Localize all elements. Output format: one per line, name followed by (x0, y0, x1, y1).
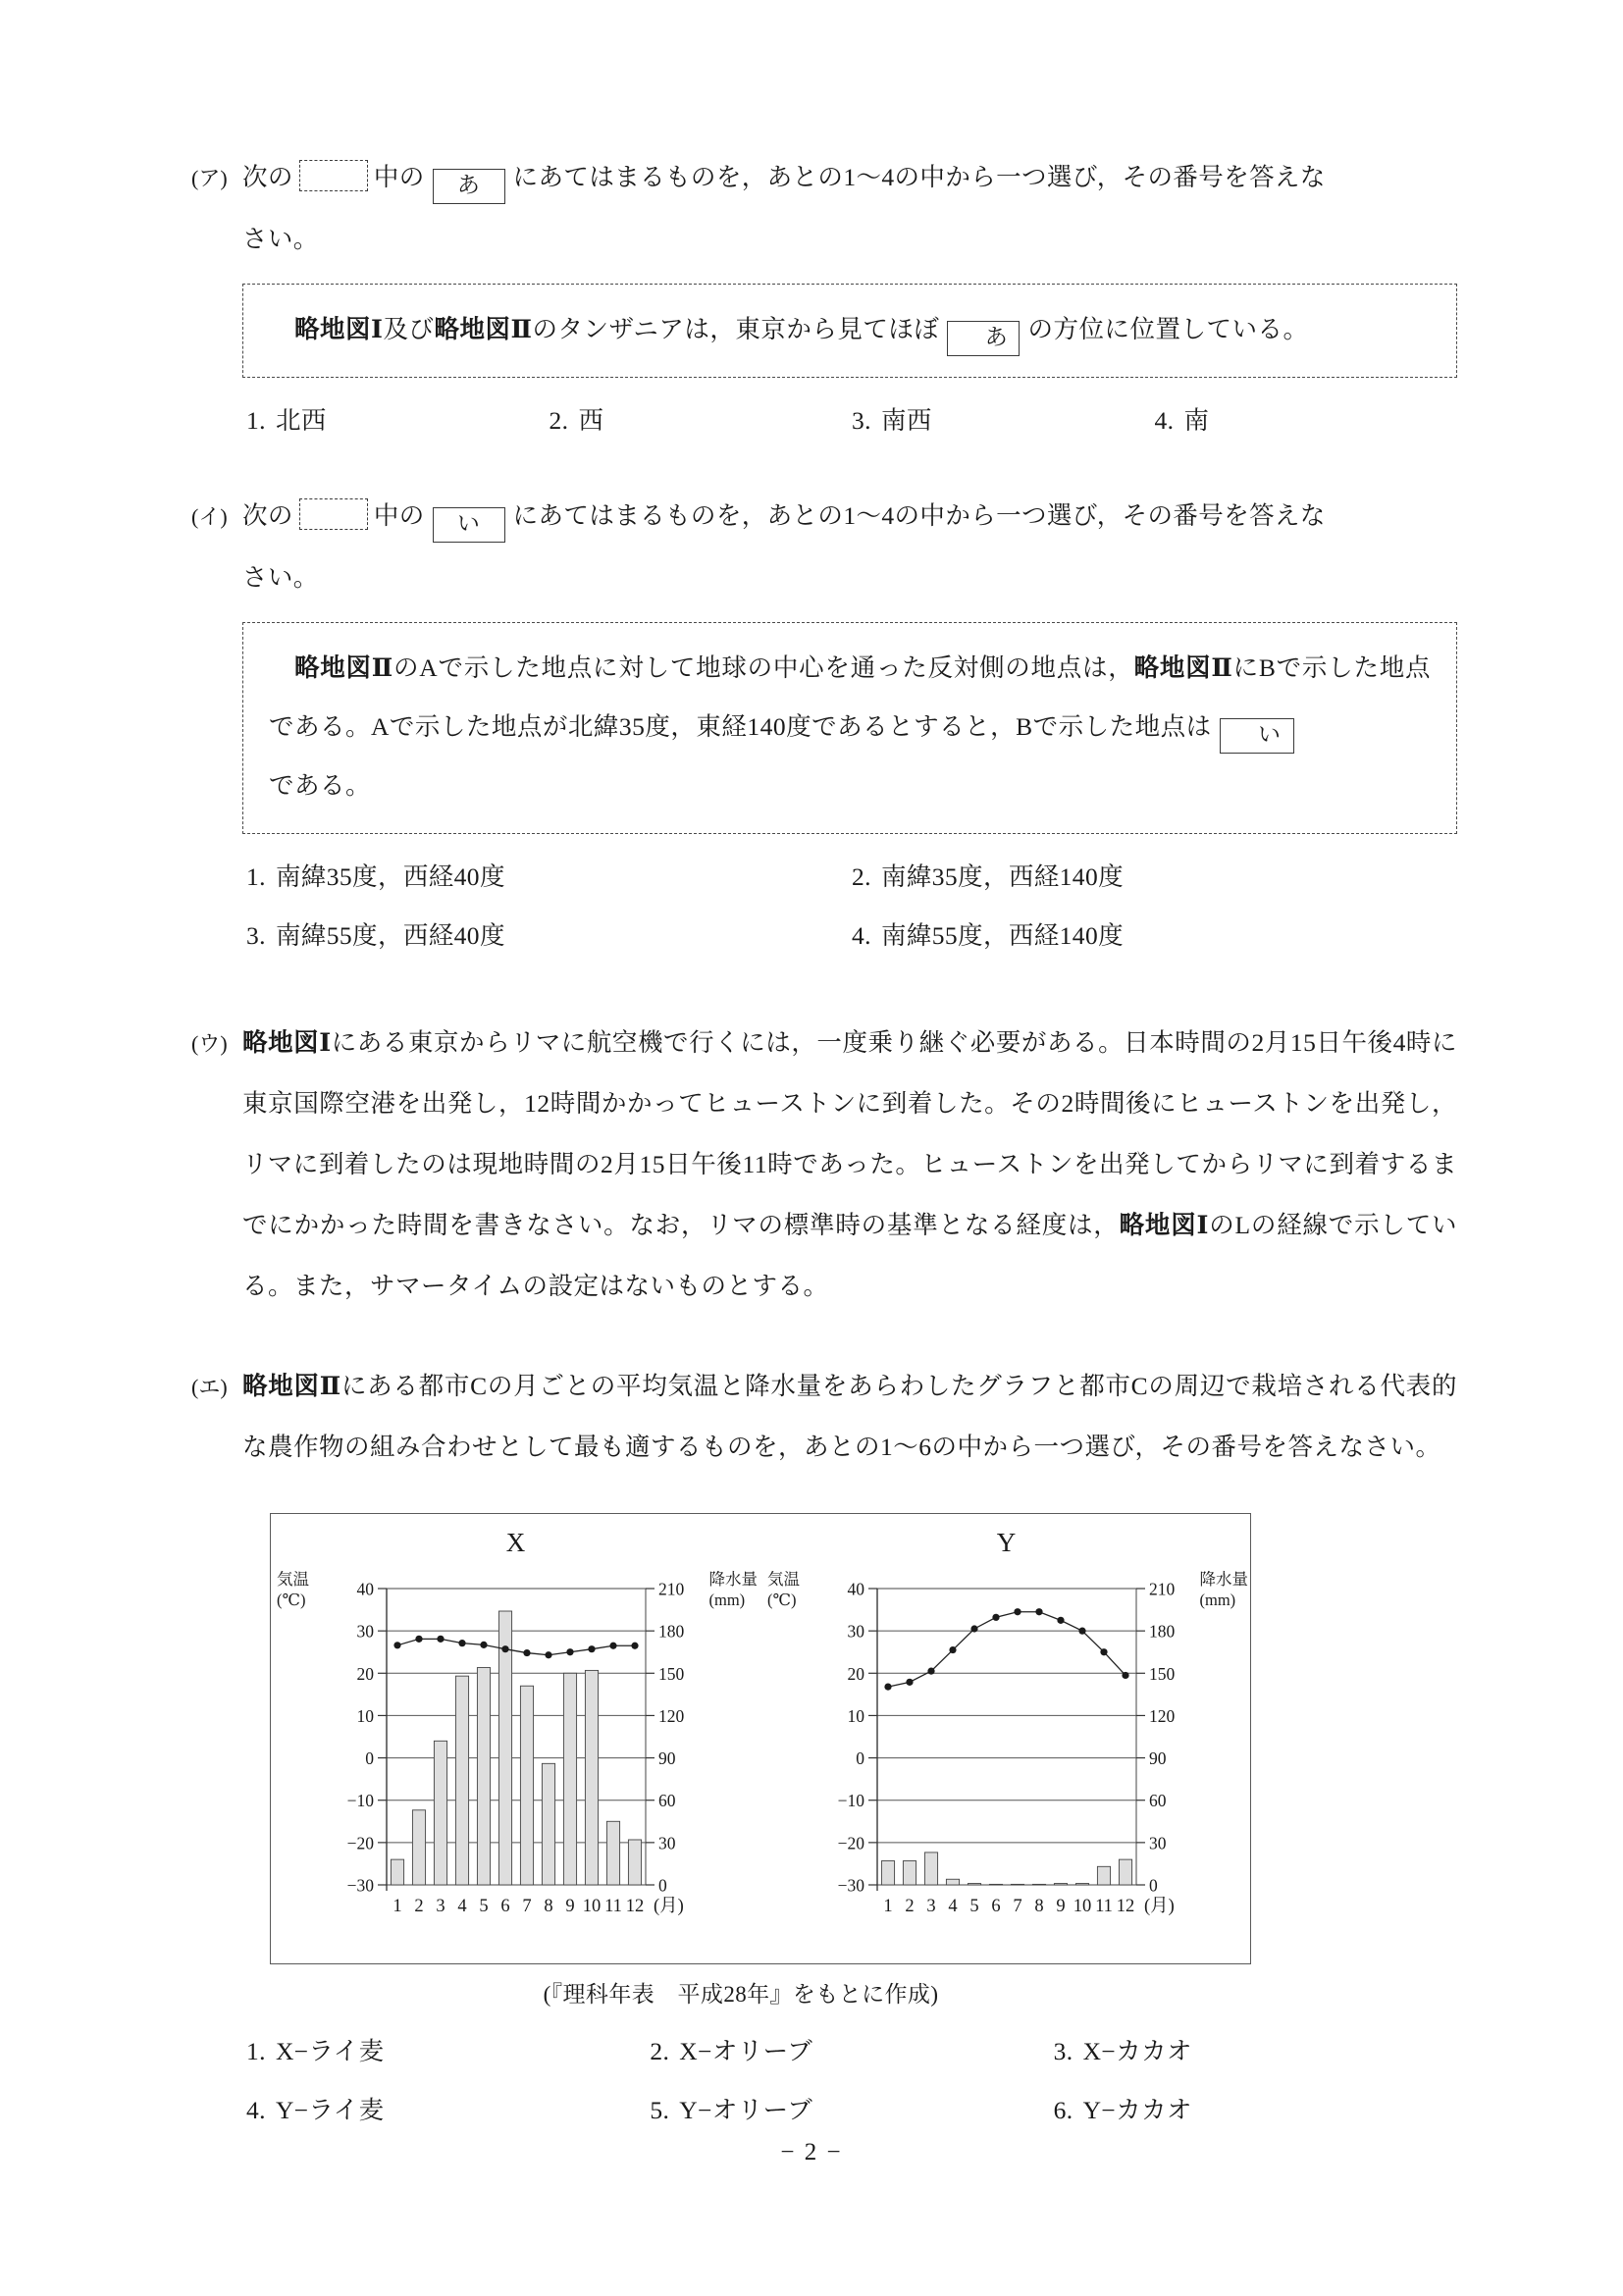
svg-text:1: 1 (883, 1897, 893, 1916)
quote-answer-box-i: い (1220, 718, 1294, 754)
svg-text:6: 6 (500, 1897, 510, 1916)
svg-text:90: 90 (1149, 1748, 1167, 1769)
choice-i-3-label: 南緯55度，西経40度 (275, 921, 505, 950)
page-number: − 2 − (780, 2139, 843, 2166)
svg-text:210: 210 (658, 1579, 685, 1599)
svg-text:40: 40 (847, 1579, 864, 1599)
svg-text:−10: −10 (837, 1791, 864, 1811)
question-a-marker: (ア) (191, 166, 228, 190)
question-e (191, 1356, 1457, 2140)
quote-i-text-a: のAで示した地点に対して地球の中心を通った反対側の地点は， (393, 653, 1134, 682)
quote-answer-box-a: あ (947, 321, 1020, 356)
svg-text:10: 10 (1073, 1897, 1092, 1916)
climograph-y (761, 1514, 1252, 1965)
svg-text:20: 20 (356, 1663, 374, 1684)
svg-text:12: 12 (1116, 1897, 1135, 1916)
svg-text:9: 9 (1056, 1897, 1066, 1916)
climograph-frame (270, 1513, 1251, 1964)
svg-text:8: 8 (544, 1897, 553, 1916)
choice-a-2[interactable] (550, 391, 853, 450)
svg-text:7: 7 (522, 1897, 532, 1916)
choice-i-4-label: 南緯55度，西経140度 (880, 921, 1124, 950)
choice-a-3[interactable] (852, 391, 1155, 450)
svg-text:30: 30 (356, 1621, 374, 1642)
question-a-lead-text (242, 147, 1457, 208)
lead-i-text-2: 中の (373, 501, 425, 530)
choice-i-1[interactable] (246, 848, 852, 907)
svg-text:60: 60 (1149, 1791, 1167, 1811)
svg-text:(月): (月) (654, 1897, 684, 1916)
temp-label-line1: 気温 (277, 1570, 309, 1589)
lead-text-3: にあてはまるものを，あとの1〜4の中から一つ選び，その番号を答えな (512, 163, 1326, 191)
question-e-body: にある都市Cの月ごとの平均気温と降水量をあらわしたグラフと都市Cの周辺で栽培される代表的な農作物の組み合わせとして最も適するものを，あとの1〜6の中から一つ選び，その番号を答えなさい。 (242, 1372, 1457, 1461)
svg-text:10: 10 (847, 1705, 864, 1726)
svg-text:150: 150 (1149, 1663, 1176, 1684)
choice-i-1-label: 南緯35度，西経40度 (275, 862, 505, 891)
svg-text:3: 3 (926, 1897, 936, 1916)
question-i-lead (191, 486, 1457, 548)
climograph-y-title: Y (996, 1528, 1018, 1557)
svg-text:30: 30 (658, 1833, 676, 1853)
quote-bold-map2: 略地図Ⅱ (434, 315, 533, 343)
svg-text:(月): (月) (1144, 1897, 1175, 1916)
choice-e-6[interactable] (1054, 2081, 1457, 2140)
svg-text:20: 20 (847, 1663, 864, 1684)
choice-e-3[interactable] (1054, 2022, 1457, 2081)
question-a-choices (191, 391, 1457, 450)
svg-text:180: 180 (1149, 1621, 1176, 1642)
svg-text:0: 0 (365, 1748, 374, 1769)
climograph-x (271, 1514, 761, 1965)
choice-e-3-label: X−カカオ (1082, 2037, 1192, 2065)
choice-a-1[interactable] (246, 391, 550, 450)
svg-text:−20: −20 (837, 1833, 864, 1853)
svg-text:90: 90 (658, 1748, 676, 1769)
quote-i-text-b: にBで示した (1232, 653, 1380, 682)
inline-answer-box-a: あ (433, 169, 505, 204)
question-e-bold-map: 略地図Ⅱ (242, 1372, 341, 1400)
choice-a-1-num: 1. (246, 406, 266, 435)
precip-label-line2: (mm) (708, 1591, 746, 1609)
choice-e-1-num: 1. (246, 2037, 266, 2065)
temp-label-line2: (℃) (277, 1591, 306, 1609)
climograph-x-title: X (505, 1528, 527, 1557)
question-i-lead-text (242, 486, 1457, 547)
choice-e-5[interactable] (650, 2081, 1053, 2140)
quote-i-text-c: 地点である。Aで示した地点が北緯35度，東経140度であるとすると，Bで示した地点は (269, 653, 1431, 741)
svg-text:12: 12 (625, 1897, 645, 1916)
lead-text-1: 次の (242, 163, 293, 191)
choice-a-4-label: 南 (1183, 406, 1210, 435)
question-e-marker: (エ) (191, 1375, 228, 1399)
svg-text:5: 5 (969, 1897, 979, 1916)
question-e-choices-row1 (191, 2022, 1457, 2081)
climograph-figure (270, 1513, 1251, 2009)
svg-text:−20: −20 (346, 1833, 374, 1853)
svg-text:−10: −10 (346, 1791, 374, 1811)
choice-a-2-num: 2. (549, 406, 569, 435)
choice-a-2-label: 西 (578, 406, 604, 435)
question-i (191, 486, 1457, 965)
page-content (191, 147, 1457, 2150)
question-i-lead-cont: さい。 (242, 563, 319, 592)
question-u-bold-map-1: 略地図Ⅰ (242, 1028, 332, 1057)
question-a-quote-box (242, 284, 1457, 378)
svg-text:6: 6 (991, 1897, 1001, 1916)
choice-a-4-num: 4. (1154, 406, 1175, 435)
dashed-blank-icon (299, 160, 368, 191)
choice-i-3[interactable] (246, 907, 852, 965)
quote-i-bold-map2: 略地図Ⅱ (1133, 653, 1233, 682)
precip-label-line1: 降水量 (1199, 1570, 1248, 1589)
question-u-row (191, 1013, 1457, 1317)
svg-text:0: 0 (856, 1748, 864, 1769)
question-a-lead-cont: さい。 (242, 225, 319, 253)
lead-i-text-3: にあてはまるものを，あとの1〜4の中から一つ選び，その番号を答えな (512, 501, 1326, 530)
question-i-choices-row2 (191, 907, 1457, 965)
svg-text:2: 2 (905, 1897, 915, 1916)
temp-label-line1: 気温 (767, 1570, 800, 1589)
svg-text:9: 9 (565, 1897, 575, 1916)
choice-a-3-num: 3. (852, 406, 871, 435)
choice-e-5-num: 5. (650, 2096, 670, 2124)
quote-mid-2: のタンザニアは，東京から見てほぼ (532, 315, 940, 343)
quote-tail: の方位に位置している。 (1027, 315, 1309, 343)
question-i-marker: (イ) (191, 504, 228, 529)
question-e-row (191, 1356, 1457, 1478)
question-a (191, 147, 1457, 450)
choice-e-2[interactable] (650, 2022, 1053, 2081)
choice-i-2-label: 南緯35度，西経140度 (880, 862, 1124, 891)
precip-label-line1: 降水量 (708, 1570, 758, 1589)
question-e-text (242, 1356, 1457, 1478)
quote-bold-map1: 略地図Ⅰ (294, 315, 384, 343)
choice-e-4[interactable] (246, 2081, 650, 2140)
svg-text:150: 150 (658, 1663, 685, 1684)
question-i-quote-box (242, 622, 1457, 834)
question-a-lead (191, 147, 1457, 209)
svg-text:1: 1 (393, 1897, 402, 1916)
choice-i-4[interactable] (852, 907, 1457, 965)
question-u-body-a: にある東京からリマに航空機で行くには，一度乗り継ぐ必要がある。日本時間の2月15日午後4時に東京国際空港を出発し，12時間かかってヒューストンに到着した。その2時間後にヒューストンを出発し，リマに到着したのは現地時間の2月15日午後11時であった。ヒューストンを出発してからリマに到着するまでにかかった時間を書きなさい。なお，リマの標準時の基準となる経度は， (242, 1028, 1457, 1239)
svg-text:120: 120 (1149, 1705, 1176, 1726)
svg-text:40: 40 (356, 1579, 374, 1599)
svg-text:0: 0 (658, 1875, 667, 1896)
question-a-quote-text (269, 300, 1431, 359)
choice-i-1-num: 1. (246, 862, 266, 891)
choice-a-3-label: 南西 (880, 406, 932, 435)
choice-e-5-label: Y−オリーブ (679, 2096, 813, 2124)
question-u-marker: (ウ) (191, 1031, 228, 1056)
quote-i-bold-map1: 略地図Ⅱ (294, 653, 394, 682)
choice-i-2-num: 2. (852, 862, 871, 891)
question-u-body-b: のLの経線で示している。また，サマータイムの設定はないものとする。 (242, 1211, 1457, 1300)
svg-text:3: 3 (436, 1897, 445, 1916)
question-e-choices-row2 (191, 2081, 1457, 2140)
svg-text:180: 180 (658, 1621, 685, 1642)
svg-text:2: 2 (414, 1897, 424, 1916)
svg-text:30: 30 (847, 1621, 864, 1642)
figure-source-caption: (『理科年表 平成28年』をもとに作成) (543, 1982, 939, 2007)
question-u (191, 1013, 1457, 1317)
svg-text:11: 11 (604, 1897, 622, 1916)
climograph-y-plot (761, 1514, 1252, 1965)
svg-text:30: 30 (1149, 1833, 1167, 1853)
svg-text:8: 8 (1034, 1897, 1044, 1916)
question-u-text (242, 1013, 1457, 1317)
choice-e-1-label: X−ライ麦 (275, 2037, 385, 2065)
question-i-quote-tail: である。 (269, 771, 372, 800)
svg-text:60: 60 (658, 1791, 676, 1811)
choice-e-1[interactable] (246, 2022, 650, 2081)
svg-text:11: 11 (1095, 1897, 1113, 1916)
choice-e-4-num: 4. (246, 2096, 266, 2124)
svg-text:4: 4 (948, 1897, 958, 1916)
svg-text:0: 0 (1149, 1875, 1158, 1896)
choice-i-2[interactable] (852, 848, 1457, 907)
svg-text:7: 7 (1013, 1897, 1022, 1916)
lead-text-2: 中の (373, 163, 425, 191)
inline-answer-box-i: い (433, 507, 505, 543)
quote-mid-1: 及び (383, 315, 435, 343)
choice-e-2-num: 2. (650, 2037, 670, 2065)
svg-text:5: 5 (479, 1897, 489, 1916)
svg-text:10: 10 (582, 1897, 602, 1916)
question-i-quote-text (269, 639, 1431, 757)
choice-e-3-num: 3. (1053, 2037, 1073, 2065)
choice-a-4[interactable] (1155, 391, 1458, 450)
question-u-bold-map-2: 略地図Ⅰ (1119, 1211, 1210, 1239)
svg-text:−30: −30 (837, 1875, 864, 1896)
temp-label-line2: (℃) (767, 1591, 797, 1609)
lead-i-text-1: 次の (242, 501, 293, 530)
svg-text:120: 120 (658, 1705, 685, 1726)
svg-text:4: 4 (457, 1897, 467, 1916)
choice-e-6-label: Y−カカオ (1082, 2096, 1192, 2124)
question-i-choices-row1 (191, 848, 1457, 907)
choice-a-1-label: 北西 (275, 406, 327, 435)
svg-text:10: 10 (356, 1705, 374, 1726)
climograph-x-plot (271, 1514, 761, 1965)
svg-text:210: 210 (1149, 1579, 1176, 1599)
choice-e-4-label: Y−ライ麦 (275, 2096, 385, 2124)
choice-i-3-num: 3. (246, 921, 266, 950)
dashed-blank-icon (299, 498, 368, 530)
choice-i-4-num: 4. (852, 921, 871, 950)
choice-e-6-num: 6. (1053, 2096, 1073, 2124)
choice-e-2-label: X−オリーブ (679, 2037, 813, 2065)
svg-text:−30: −30 (346, 1875, 374, 1896)
precip-label-line2: (mm) (1199, 1591, 1236, 1609)
